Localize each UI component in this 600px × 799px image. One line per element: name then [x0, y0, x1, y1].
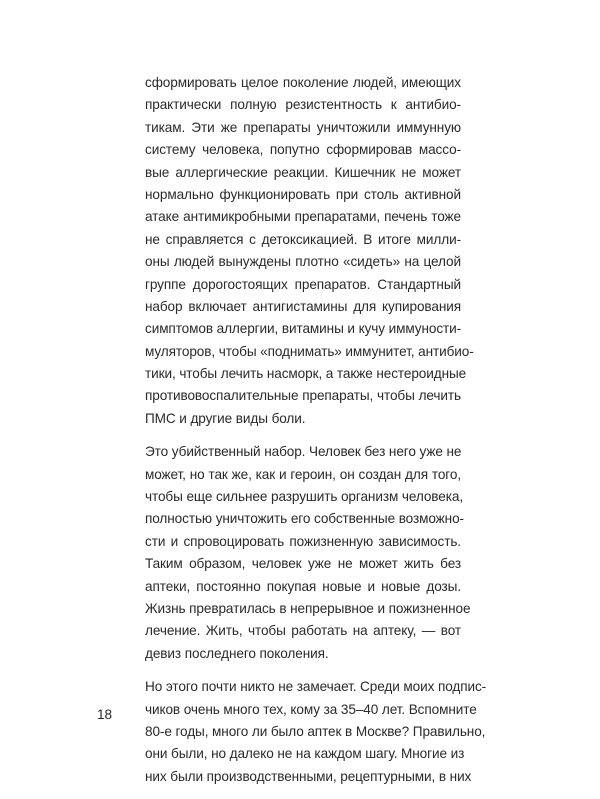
text-line: чиков очень много тех, кому за 35–40 лет. Вспомните — [145, 701, 477, 717]
text-line: Но этого почти никто не замечает. Среди моих подпис- — [145, 679, 487, 695]
paragraph-3 — [145, 676, 487, 788]
text-line: муляторов, чтобы «поднимать» иммунитет, антибио- — [145, 343, 474, 359]
text-line: систему человека, попутно сформировав массо- — [145, 142, 461, 158]
page-number: 18 — [97, 707, 113, 722]
text-line: Это убийственный набор. Человек без него уже не — [145, 444, 462, 460]
text-line: тики, чтобы лечить насморк, а также нестероидные — [145, 366, 467, 382]
text-line: набор включает антигистамины для купирования — [145, 298, 461, 314]
body-text — [145, 72, 487, 799]
text-line: противовоспалительные препараты, чтобы лечить — [145, 388, 461, 404]
text-line: Таким образом, человек уже не может жить без — [145, 556, 461, 572]
text-line: аптеки, постоянно покупая новые и новые дозы. — [145, 578, 461, 594]
text-line: оны людей вынуждены плотно «сидеть» на целой — [145, 254, 461, 270]
text-line: полностью уничтожить его собственные возможно- — [145, 511, 464, 527]
text-line: может, но так же, как и героин, он создан для того, — [145, 466, 461, 482]
text-line: девиз последнего поколения. — [145, 645, 329, 661]
text-line: сти и спровоцировать пожизненную зависимость. — [145, 533, 461, 549]
text-line: сформировать целое поколение людей, имеющих — [145, 75, 461, 90]
text-line: тикам. Эти же препараты уничтожили иммунную — [145, 119, 461, 135]
text-line: не справляется с детоксикацией. В итоге милли- — [145, 231, 461, 247]
text-line: практически полную резистентность к антибио- — [145, 97, 461, 113]
text-line: лечение. Жить, чтобы работать на аптеку, — вот — [145, 623, 461, 639]
text-line: группе дорогостоящих препаратов. Стандартный — [145, 276, 461, 292]
paragraph-1 — [145, 72, 474, 430]
text-line: вые аллергические реакции. Кишечник не может — [145, 164, 461, 180]
text-line: симптомов аллергии, витамины и кучу иммуности- — [145, 321, 462, 337]
text-line: они были, но далеко не на каждом шагу. Многие из — [145, 746, 465, 762]
text-line: чтобы еще сильнее разрушить организм человека, — [145, 489, 464, 505]
text-line: Жизнь превратилась в непрерывное и пожизненное — [145, 600, 471, 616]
paragraph-2 — [145, 441, 471, 665]
text-line: 80-е годы, много ли было аптек в Москве? Правильно, — [145, 723, 486, 739]
text-line: нормально функционировать при столь активной — [145, 186, 461, 202]
text-line: них были производственными, рецептурными, в них — [145, 768, 472, 784]
text-line: атаке антимикробными препаратами, печень тоже — [145, 209, 461, 225]
text-line: ПМС и другие виды боли. — [145, 410, 306, 426]
